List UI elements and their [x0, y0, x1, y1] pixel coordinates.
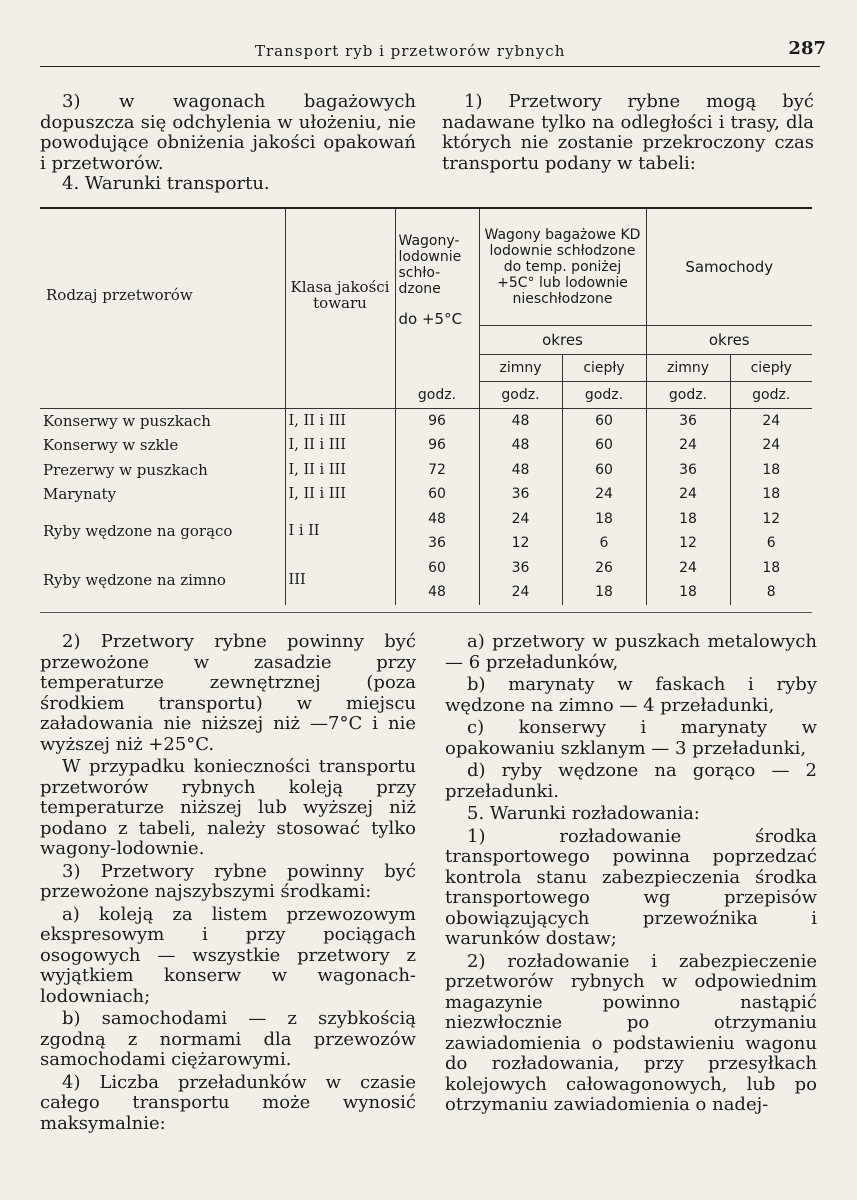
- zimny-wagony: zimny: [479, 355, 562, 382]
- unit-godz: godz.: [730, 382, 812, 409]
- cell-value: 18: [730, 458, 812, 483]
- cell-value: 18: [646, 580, 730, 605]
- unit-godz: godz.: [395, 382, 479, 409]
- table-row: [40, 408, 812, 433]
- cell-value: 60: [562, 458, 646, 483]
- cell-value: 18: [730, 556, 812, 581]
- cell-value: 48: [395, 507, 479, 532]
- unit-row-empty: [285, 382, 395, 409]
- table-row: [40, 556, 812, 581]
- paragraph: a) koleją za listem przewozowym ekspresowym i przy pociągach osogowych — wszystkie przetwory z wyjątkiem konserw w wagonach-lodowniach;: [40, 903, 416, 1007]
- unit-godz: godz.: [562, 382, 646, 409]
- cell-value: 26: [562, 556, 646, 581]
- cell-value: 60: [395, 482, 479, 507]
- cell-value: 12: [479, 531, 562, 556]
- cell-value: 72: [395, 458, 479, 483]
- bottom-right-column: [445, 632, 817, 1118]
- row-name: Ryby wędzone na zimno: [43, 571, 226, 589]
- okres-wagony: okres: [479, 326, 646, 355]
- table-bottom-rule: [40, 612, 812, 613]
- paragraph: 3) w wagonach bagażowych dopuszcza się odchylenia w ułożeniu, nie powodujące obniżenia jakości opakowań i przetworów.: [40, 91, 416, 174]
- cell-value: 96: [395, 433, 479, 458]
- unit-row-empty: [40, 382, 285, 409]
- col-header-klasa: Klasa jakości towaru: [285, 208, 395, 382]
- table-row: [40, 507, 812, 532]
- cell-value: 24: [479, 580, 562, 605]
- page-header: [40, 38, 826, 67]
- top-left-column: [40, 92, 416, 195]
- row-name: Konserwy w puszkach: [43, 411, 211, 430]
- row-klasa: I, II i III: [285, 433, 395, 458]
- row-name: Konserwy w szkle: [43, 436, 179, 455]
- cell-value: 48: [395, 580, 479, 605]
- paragraph: 1) Przetwory rybne mogą być nadawane tylko na odległości i trasy, dla których nie zostanie przekroczony czas transportu podany w tabeli:: [442, 91, 814, 174]
- row-klasa: I, II i III: [285, 458, 395, 483]
- col-header-wagony-lodownie: [395, 208, 479, 382]
- unit-godz: godz.: [479, 382, 562, 409]
- paragraph: 4) Liczba przeładunków w czasie całego transportu może wynosić maksymalnie:: [40, 1071, 416, 1134]
- cell-value: 24: [562, 482, 646, 507]
- transport-time-table: [40, 207, 812, 605]
- cell-value: 36: [479, 556, 562, 581]
- cell-value: 24: [730, 433, 812, 458]
- cell-value: 6: [562, 531, 646, 556]
- paragraph: 3) Przetwory rybne powinny być przewożone najszybszymi środkami:: [40, 860, 416, 902]
- section-heading: 5. Warunki rozładowania:: [467, 803, 700, 824]
- col-header-samochody: Samochody: [646, 208, 812, 326]
- paragraph: b) marynaty w faskach i ryby wędzone na zimno — 4 przeładunki,: [445, 674, 817, 716]
- paragraph: 2) Przetwory rybne powinny być przewożone w zasadzie przy temperaturze zewnętrznej (poza środkiem transportu) w miejscu załadowania nie niższej niż —7°C i nie wyższej niż +25°C.: [40, 631, 416, 755]
- row-klasa: I, II i III: [285, 482, 395, 507]
- zimny-samochody: zimny: [646, 355, 730, 382]
- paragraph: c) konserwy i marynaty w opakowaniu szklanym — 3 przeładunki,: [445, 717, 817, 759]
- cell-value: 12: [730, 507, 812, 532]
- col-header-wagony-lodownie-line2: do +5°C: [398, 310, 463, 328]
- bottom-left-column: [40, 632, 416, 1136]
- cell-value: 24: [646, 556, 730, 581]
- unit-godz: godz.: [646, 382, 730, 409]
- cell-value: 12: [646, 531, 730, 556]
- cell-value: 6: [730, 531, 812, 556]
- cell-value: 36: [646, 408, 730, 433]
- paragraph: W przypadku konieczności transportu przetworów rybnych koleją przy temperaturze niższej lub wyższej niż podano z tabeli, należy stosować tylko wagony-lodownie.: [40, 756, 416, 859]
- paragraph: 1) rozładowanie środka transportowego powinna poprzedzać kontrola stanu zabezpieczenia środka transportowego wg przepisów obowiązujących przewoźnika i warunków dostaw;: [445, 825, 817, 949]
- cell-value: 60: [562, 433, 646, 458]
- col-header-rodzaj: Rodzaj przetworów: [40, 208, 285, 382]
- page-number: 287: [788, 38, 826, 59]
- cell-value: 24: [646, 433, 730, 458]
- table-row: [40, 482, 812, 507]
- cell-value: 24: [730, 408, 812, 433]
- cell-value: 36: [479, 482, 562, 507]
- cell-value: 48: [479, 458, 562, 483]
- col-header-wagony-lodownie-line1: Wagony-lodownie schło-dzone: [398, 233, 462, 297]
- paragraph: 2) rozładowanie i zabezpieczenie przetworów rybnych w odpowiednim magazynie powinno nastąpić niezwłocznie po otrzymaniu zawiadomienia o podstawieniu wagonu do rozładowania, przy przesyłkach kolejowych całowagonowych, lub po otrzymaniu zawiadomienia o nadej-: [445, 950, 817, 1115]
- top-right-column: [442, 92, 814, 174]
- cell-value: 18: [562, 580, 646, 605]
- paragraph: d) ryby wędzone na gorąco — 2 przeładunki.: [445, 760, 817, 802]
- cell-value: 18: [646, 507, 730, 532]
- cell-value: 24: [479, 507, 562, 532]
- table-row: [40, 458, 812, 483]
- cieply-wagony: ciepły: [562, 355, 646, 382]
- cell-value: 36: [646, 458, 730, 483]
- row-klasa: III: [285, 556, 395, 605]
- cell-value: 18: [730, 482, 812, 507]
- row-klasa: I i II: [285, 507, 395, 556]
- running-title: Transport ryb i przetworów rybnych: [255, 42, 566, 60]
- cell-value: 96: [395, 408, 479, 433]
- cell-value: 48: [479, 408, 562, 433]
- cell-value: 60: [395, 556, 479, 581]
- cell-value: 18: [562, 507, 646, 532]
- cell-value: 48: [479, 433, 562, 458]
- row-name: Ryby wędzone na gorąco: [43, 522, 233, 540]
- col-header-wagony-bagazowe: Wagony bagażowe KD lodownie schłodzone do temp. poniżej +5C° lub lodownie nieschłodzone: [479, 208, 646, 326]
- row-klasa: I, II i III: [285, 408, 395, 433]
- paragraph: b) samochodami — z szybkością zgodną z normami dla przewozów samochodami ciężarowymi.: [40, 1008, 416, 1070]
- cell-value: 60: [562, 408, 646, 433]
- cell-value: 36: [395, 531, 479, 556]
- table-row: [40, 433, 812, 458]
- cieply-samochody: ciepły: [730, 355, 812, 382]
- paragraph: a) przetwory w puszkach metalowych — 6 przeładunków,: [445, 631, 817, 673]
- cell-value: 8: [730, 580, 812, 605]
- row-name: Prezerwy w puszkach: [43, 460, 208, 479]
- cell-value: 24: [646, 482, 730, 507]
- row-name: Marynaty: [43, 485, 117, 504]
- okres-samochody: okres: [646, 326, 812, 355]
- section-heading: 4. Warunki transportu.: [62, 173, 270, 194]
